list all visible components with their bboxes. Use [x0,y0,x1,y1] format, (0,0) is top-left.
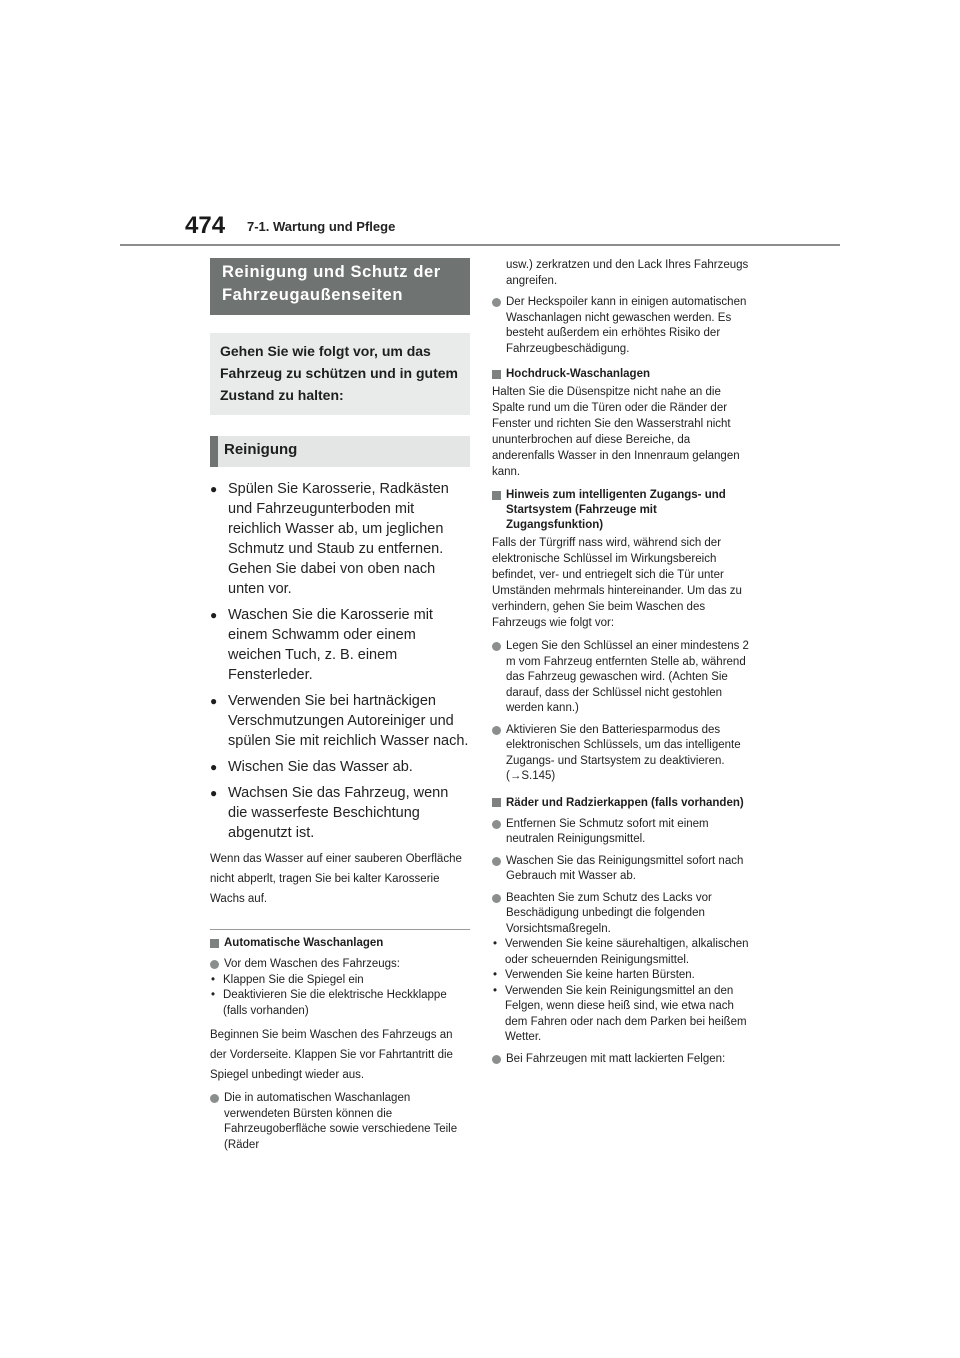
cleaning-step: ● Waschen Sie die Karosserie mit einem Schwamm oder einem weichen Tuch, z. B. einem Fensterleder. [210,605,470,685]
section-title: Reinigung und Schutz der Fahrzeugaußenseiten [210,258,470,315]
intro-box: Gehen Sie wie folgt vor, um das Fahrzeug zu schützen und in gutem Zustand zu halten: [210,333,470,415]
section-header: 7-1. Wartung und Pflege [247,219,396,234]
dash-item: • Verwenden Sie keine säurehaltigen, alkalischen oder scheuernden Reinigungsmittel. [492,937,750,968]
auto-wash-dash-list [210,973,470,1020]
wheels-item: Waschen Sie das Reinigungsmittel sofort nach Gebrauch mit Wasser ab. [492,854,750,885]
notes-divider [210,929,470,930]
cleaning-steps-list [210,479,470,843]
cleaning-step: ● Verwenden Sie bei hartnäckigen Verschmutzungen Autoreiniger und spülen Sie mit reichlich Wasser nach. [210,691,470,751]
dash-item: • Klappen Sie die Spiegel ein [210,973,470,989]
dash-item: • Verwenden Sie kein Reinigungsmittel an den Felgen, wenn diese heiß sind, wie etwa nach dem Fahren oder nach dem Parken bei heißem Wetter. [492,984,750,1046]
subheading-reinigung: Reinigung [210,436,470,467]
continued-text: usw.) zerkratzen und den Lack Ihres Fahrzeugs angreifen. [506,259,749,287]
wheels-heading: Räder und Radzierkappen (falls vorhanden) [492,795,750,811]
auto-wash-heading: Automatische Waschanlagen [210,936,470,951]
page-number: 474 [185,212,226,239]
smart-key-item: Aktivieren Sie den Batteriesparmodus des elektronischen Schlüssels, um das intelligente Zugangs- und Startsystem zu deaktivieren. (→S.145) [492,723,750,785]
right-column [492,258,750,1073]
smart-key-paragraph: Falls der Türgriff nass wird, während sich der elektronische Schlüssel im Wirkungsbereich befindet, ver- und entriegelt sich die Tür unter Umständen mehrmals hintereinander. Um das zu verhindern, gehen Sie beim Waschen des Fahrzeugs wie folgt vor: [492,537,742,629]
dash-item: • Deaktivieren Sie die elektrische Heckklappe (falls vorhanden) [210,988,470,1019]
auto-wash-paragraph: Beginnen Sie beim Waschen des Fahrzeugs an der Vorderseite. Klappen Sie vor Fahrtantritt die Spiegel unbedingt wieder aus. [210,1029,453,1081]
cleaning-step: ● Wachsen Sie das Fahrzeug, wenn die wasserfeste Beschichtung abgenutzt ist. [210,783,470,843]
header-rule [120,244,840,246]
cleaning-step: ● Wischen Sie das Wasser ab. [210,757,470,777]
smart-key-item: Legen Sie den Schlüssel an einer mindestens 2 m vom Fahrzeug entfernten Stelle ab, während das Fahrzeug gewaschen wird. (Achten Sie darauf, dass der Schlüssel nicht gestohlen werden kann.) [492,639,750,717]
wheels-item: Entfernen Sie Schmutz sofort mit einem neutralen Reinigungsmittel. [492,817,750,848]
auto-wash-item: Vor dem Waschen des Fahrzeugs: [210,957,470,973]
spoiler-note: Der Heckspoiler kann in einigen automatischen Waschanlagen nicht gewaschen werden. Es besteht außerdem ein erhöhtes Risiko der Fahrzeugbeschädigung. [492,295,750,357]
cleaning-step: ● Spülen Sie Karosserie, Radkästen und Fahrzeugunterboden mit reichlich Wasser ab, um jeglichen Schmutz und Staub zu entfernen. Gehen Sie dabei von oben nach unten vor. [210,479,470,599]
wheels-item: Beachten Sie zum Schutz des Lacks vor Beschädigung unbedingt die folgenden Vorsichtsmaßregeln. [492,891,750,938]
high-pressure-heading: Hochdruck-Waschanlagen [492,367,750,382]
auto-wash-item: Die in automatischen Waschanlagen verwendeten Bürsten können die Fahrzeugoberfläche sowie verschiedene Teile (Räder [210,1091,470,1153]
wheels-dash-list [492,937,750,1046]
wheels-item: Bei Fahrzeugen mit matt lackierten Felgen: [492,1052,750,1068]
dash-item: • Verwenden Sie keine harten Bürsten. [492,968,750,984]
high-pressure-paragraph: Halten Sie die Düsenspitze nicht nahe an die Spalte rund um die Türen oder die Ränder der Fenster und richten Sie den Wasserstrahl nicht ununterbrochen auf diese Bereiche, da anderenfalls Wasser in den Innenraum gelangen kann. [492,386,740,478]
smart-key-heading: Hinweis zum intelligenten Zugangs- und Startsystem (Fahrzeuge mit Zugangsfunktion) [492,488,750,533]
left-column [210,258,470,1159]
wax-note: Wenn das Wasser auf einer sauberen Oberfläche nicht abperlt, tragen Sie bei kalter Karosserie Wachs auf. [210,853,462,905]
